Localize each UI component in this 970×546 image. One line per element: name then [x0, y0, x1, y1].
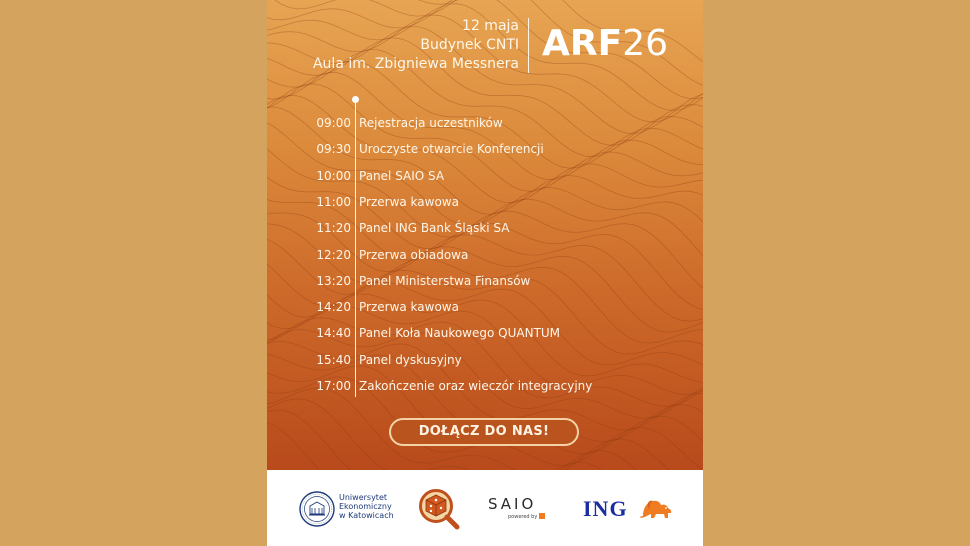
ue-name: [339, 493, 394, 520]
ue-line-1: Uniwersytet: [339, 493, 387, 502]
event-building: Budynek CNTI: [420, 37, 519, 53]
schedule-label: Zakończenie oraz wieczór integracyjny: [359, 379, 593, 393]
schedule-time: 10:00: [316, 168, 351, 183]
schedule-time: 09:30: [316, 142, 351, 157]
sponsor-bar: [267, 470, 703, 546]
arf-logo-bold: ARF: [542, 23, 623, 64]
venue-info: [313, 17, 519, 74]
schedule-label: Panel dyskusyjny: [359, 352, 462, 367]
schedule-item: [267, 192, 703, 212]
dice-magnifier-icon: [416, 486, 462, 532]
schedule-label: Panel Koła Naukowego QUANTUM: [359, 326, 561, 341]
schedule-label: Panel ING Bank Śląski SA: [359, 221, 510, 236]
schedule-label: Rejestracja uczestników: [359, 116, 503, 130]
schedule-item: [267, 271, 703, 291]
schedule-time: 13:20: [316, 273, 351, 288]
ing-wordmark: ING: [583, 496, 628, 521]
saio-logo[interactable]: [485, 495, 555, 525]
join-us-button[interactable]: DOŁĄCZ DO NAS!: [389, 418, 579, 446]
ue-line-3: w Katowicach: [339, 511, 394, 520]
schedule-time: 11:20: [316, 221, 351, 236]
ing-logo[interactable]: [583, 495, 679, 523]
event-hall: Aula im. Zbigniewa Messnera: [312, 56, 519, 72]
schedule-item: [267, 113, 703, 133]
schedule-label: Uroczyste otwarcie Konferencji: [359, 142, 544, 157]
powered-by-square-icon: [539, 513, 545, 519]
saio-powered-by: powered by: [508, 514, 538, 520]
saio-tagline: [508, 513, 545, 520]
schedule-label: Panel SAIO SA: [359, 168, 445, 183]
event-date: 12 maja: [462, 18, 519, 34]
saio-wordmark: SAIO: [488, 495, 537, 513]
schedule-time: 09:00: [316, 116, 351, 130]
university-seal-icon: [299, 491, 335, 527]
schedule-item: [267, 218, 703, 238]
schedule-item: [267, 376, 703, 396]
timeline-start-dot: [352, 96, 359, 103]
arf-logo: [542, 24, 668, 64]
schedule-item: [267, 297, 703, 317]
schedule-time: 11:00: [316, 194, 351, 209]
quantum-logo[interactable]: [416, 486, 462, 532]
header-divider: [528, 18, 529, 73]
schedule-time: 12:20: [316, 247, 351, 262]
schedule-item: [267, 139, 703, 159]
schedule-item: [267, 323, 703, 343]
ue-line-2: Ekonomiczny: [339, 502, 392, 511]
schedule-label: Przerwa obiadowa: [359, 247, 469, 262]
event-poster: [267, 0, 703, 546]
schedule-item: [267, 245, 703, 265]
schedule-item: [267, 350, 703, 370]
schedule-time: 15:40: [316, 352, 351, 367]
lion-icon: [639, 496, 675, 522]
ue-katowice-logo[interactable]: [299, 490, 399, 528]
schedule-label: Przerwa kawowa: [359, 300, 459, 315]
schedule-label: Panel Ministerstwa Finansów: [359, 273, 531, 288]
schedule-label: Przerwa kawowa: [359, 194, 459, 209]
schedule-time: 14:40: [316, 326, 351, 341]
schedule-item: [267, 166, 703, 186]
schedule-time: 17:00: [316, 379, 351, 393]
poster-header: [267, 14, 703, 74]
arf-logo-number: 26: [622, 23, 668, 64]
schedule-time: 14:20: [316, 300, 351, 315]
